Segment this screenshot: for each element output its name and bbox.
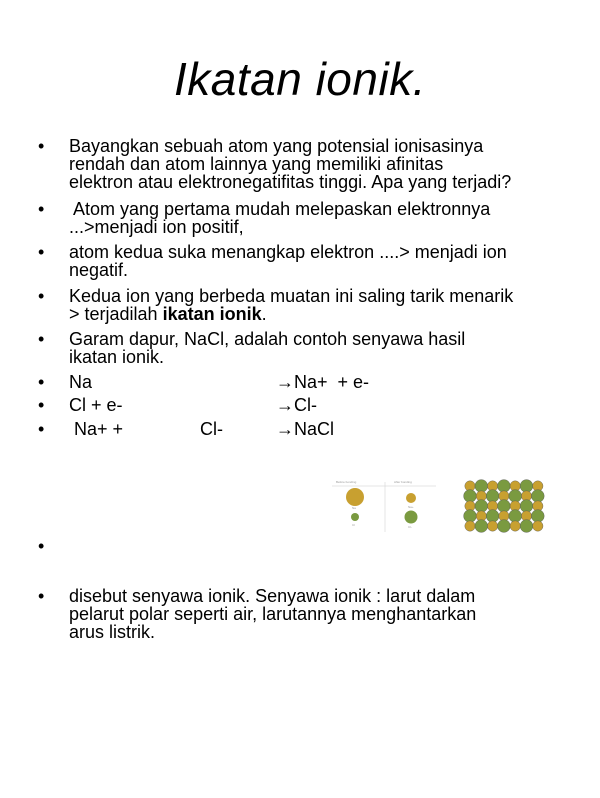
bullet-4-suffix: . <box>261 304 267 324</box>
bullet-1-line-2: rendah dan atom lainnya yang memiliki afinitas <box>69 154 444 174</box>
chloride-ion-icon <box>464 510 477 523</box>
bullet-4-bold-term: ikatan ionik <box>162 304 262 324</box>
equation-2-right: →Cl- <box>276 395 317 415</box>
bullet-marker: • <box>38 419 45 439</box>
chloride-ion-icon <box>509 490 522 503</box>
equation-3-mid: Cl- <box>200 419 223 439</box>
chloride-ion-icon <box>498 500 511 513</box>
chloride-ion-icon <box>486 510 499 523</box>
before-bonding-caption: Before bonding <box>336 480 357 484</box>
chloride-ion-icon <box>475 500 488 513</box>
slide-title: Ikatan ionik. <box>174 53 426 105</box>
chloride-ion-icon <box>520 480 533 493</box>
chloride-ion-icon <box>520 500 533 513</box>
bullet-marker: • <box>38 199 45 219</box>
bullet-1-line-1: Bayangkan sebuah atom yang potensial ionisasinya <box>69 136 484 156</box>
bullet-2-line-1: Atom yang pertama mudah melepaskan elektronnya <box>69 199 491 219</box>
sodium-ion-icon <box>465 521 475 531</box>
bullet-4-line-2 <box>69 305 579 323</box>
bullet-5-line-2: ikatan ionik. <box>69 347 165 367</box>
bullet-1-line-3: elektron atau elektronegatifitas tinggi. Apa yang terjadi? <box>69 172 512 192</box>
equation-3-right: →NaCl <box>276 419 335 439</box>
cl-ion-label: Cl- <box>408 525 412 529</box>
na-label: Na <box>352 506 356 510</box>
chloride-ion-icon <box>405 511 418 524</box>
sodium-ion-icon <box>487 521 497 531</box>
equation-1-right: →Na+ + e- <box>276 372 370 392</box>
nacl-lattice-illustration <box>462 478 546 534</box>
bullet-10-line-2: pelarut polar seperti air, larutannya menghantarkan <box>69 604 477 624</box>
equation-3-left: Na+ + <box>69 419 124 439</box>
chloride-ion-icon <box>498 480 511 493</box>
bullet-marker: • <box>38 242 45 262</box>
chloride-ion-icon <box>486 490 499 503</box>
chlorine-atom-icon <box>351 513 359 521</box>
bullet-marker: • <box>38 372 45 392</box>
chloride-ion-icon <box>520 520 533 533</box>
chloride-ion-icon <box>509 510 522 523</box>
bullet-4-prefix: > terjadilah <box>69 304 163 324</box>
bullet-marker: • <box>38 136 45 156</box>
bullet-3-line-2: negatif. <box>69 260 129 280</box>
bullet-4-line-1: Kedua ion yang berbeda muatan ini saling tarik menarik <box>69 286 514 306</box>
bullet-2-line-2: ...>menjadi ion positif, <box>69 217 244 237</box>
cl-label: Cl <box>352 523 355 527</box>
sodium-ion-icon <box>510 521 520 531</box>
bullet-3-line-1: atom kedua suka menangkap elektron ....> menjadi ion <box>69 242 507 262</box>
chloride-ion-icon <box>531 510 544 523</box>
bonding-diagram-graphic <box>332 480 436 534</box>
chloride-ion-icon <box>475 520 488 533</box>
sodium-ion-icon <box>406 493 416 503</box>
bullet-marker: • <box>38 286 45 306</box>
chloride-ion-icon <box>498 520 511 533</box>
equation-1-left: Na <box>69 372 93 392</box>
chloride-ion-icon <box>475 480 488 493</box>
bullet-10-line-3: arus listrik. <box>69 622 156 642</box>
chloride-ion-icon <box>531 490 544 503</box>
equation-2-left: Cl + e- <box>69 395 123 415</box>
bullet-marker: • <box>38 536 45 556</box>
bullet-marker: • <box>38 329 45 349</box>
bullet-marker: • <box>38 395 45 415</box>
sodium-atom-icon <box>346 488 364 506</box>
sodium-ion-icon <box>533 521 543 531</box>
bullet-10-line-1: disebut senyawa ionik. Senyawa ionik : larut dalam <box>69 586 476 606</box>
bullet-marker: • <box>38 586 45 606</box>
after-bonding-caption: After bonding <box>394 480 412 484</box>
bonding-diagram <box>332 480 436 534</box>
chloride-ion-icon <box>464 490 477 503</box>
na-ion-label: Na+ <box>408 505 414 509</box>
bullet-5-line-1: Garam dapur, NaCl, adalah contoh senyawa hasil <box>69 329 466 349</box>
